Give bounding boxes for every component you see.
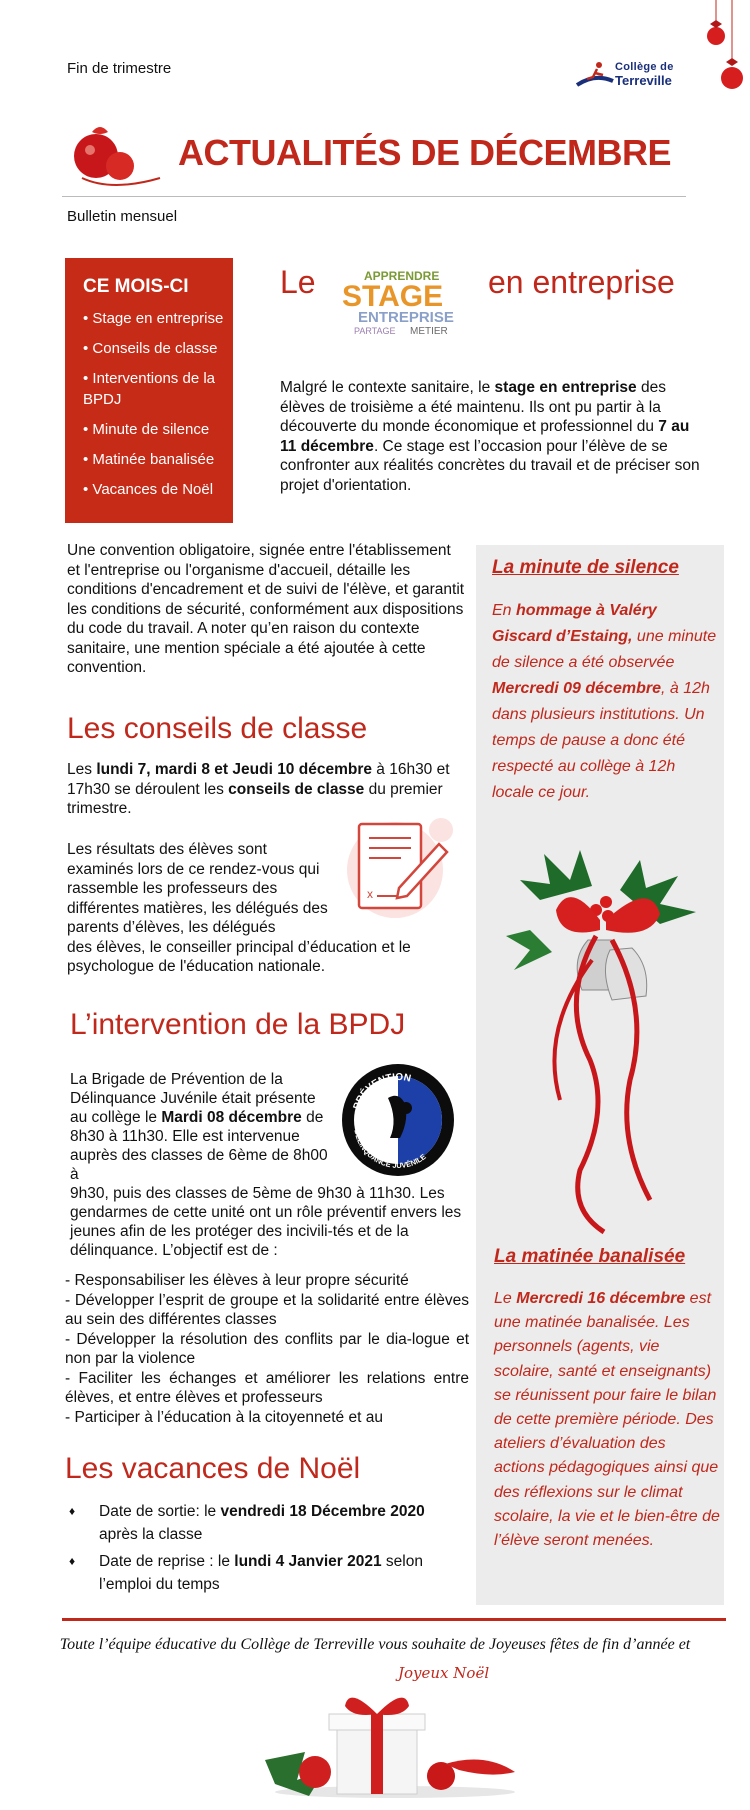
stage-paragraph (280, 378, 700, 495)
badge-text-top: PRÉVENTION (351, 1071, 412, 1112)
matinee-heading: La matinée banalisée (494, 1246, 686, 1267)
text-run: Date de sortie: le (99, 1503, 221, 1520)
list-item (67, 1550, 467, 1596)
christmas-bells-icon (500, 840, 710, 1240)
text-run: Date de reprise : le (99, 1553, 235, 1570)
list-item: - Responsabiliser les élèves à leur propre sécurité (65, 1272, 409, 1289)
logo-line-1: Collège de (615, 61, 674, 73)
list-item: - Participer à l’éducation à la citoyenneté et au (65, 1408, 383, 1426)
text-run: est une matinée banalisée. Les personnels (agents, vie scolaire, santé et enseignants) se réunissent pour faire le bilan de cette première période. Des ateliers d’évaluation des actions pédagogiques ainsi que des réflexions sur le climat scolaire, la vie et le bien-être de l’élève seront menées. (494, 1290, 720, 1550)
text-run: 9h30, puis des classes de 5ème de 9h30 à 11h30. Les gendarmes de cette unité ont un rôle préventif envers les jeunes afin de les protéger des incivili-tés et de la délinquance. L’objectif est de : (70, 1185, 462, 1259)
joyeux-noel-label: Joyeux Noël (398, 1664, 490, 1682)
text-run: des élèves de troisième a été maintenu. Ils ont pu partir à la découverte du monde économique et professionnel du (280, 379, 666, 435)
text-run: Les résultats des élèves sont examinés lors de ce rendez-vous qui rassemble les professeurs des différentes matières, les délégués des parents d’élèves, les délégués (67, 841, 328, 936)
college-logo (575, 55, 705, 95)
christmas-ball-icon (62, 120, 162, 190)
text-run: une minute de silence a été observée (492, 628, 717, 671)
text-bold: lundi 7, mardi 8 et Jeudi 10 décembre (96, 761, 372, 778)
text-bold: stage en entreprise (494, 379, 637, 396)
stage-word-cloud (328, 258, 478, 338)
silence-heading: La minute de silence (492, 557, 679, 578)
convention-paragraph: Une convention obligatoire, signée entre l'établissement et l'entreprise ou l'organisme d'accueil, détaille les conditions d'encadrement et de suivi de l'élève, et garantit les conditions de sécurité, conformément aux dispositions du code du travail. A noter qu’en raison du contexte sanitaire, une mention spéciale a été ajoutée à cette convention. (67, 542, 465, 676)
stage-heading-right: en entreprise (488, 264, 675, 300)
text-run: après la classe (99, 1526, 203, 1543)
logo-line-2: Terreville (615, 73, 672, 88)
text-run: Le (494, 1290, 517, 1307)
sidebar-item-matinee: • Matinée banalisée (83, 449, 233, 470)
page-subtitle: Bulletin mensuel (67, 208, 178, 225)
sidebar-item-stage: • Stage en entreprise (83, 308, 233, 329)
list-item: - Développer la résolution des conflits par le dia-logue et non par la violence (65, 1330, 469, 1367)
matinee-paragraph (494, 1287, 720, 1553)
text-run: du premier trimestre. (67, 780, 443, 817)
stage-heading (280, 258, 700, 338)
text-bold: Mercredi 16 décembre (516, 1290, 686, 1307)
text-run: . Ce stage est l’occasion pour l’élève de se confronter aux réalités concrètes du travail et de préciser son projet d'orientation. (280, 437, 700, 494)
sidebar-item-bpdj: • Interventions de la BPDJ (83, 368, 233, 410)
bpdj-heading: L’intervention de la BPDJ (70, 1008, 406, 1041)
hanging-ornaments-icon (704, 0, 744, 92)
cloud-word-entreprise: ENTREPRISE (358, 309, 454, 326)
stage-heading-left: Le (280, 264, 316, 300)
runner-logo-icon (575, 59, 615, 91)
badge-text-bottom: DÉLINQUANCE JUVÉNILE (352, 1128, 428, 1171)
noel-dates-list (67, 1500, 467, 1600)
silence-paragraph (492, 598, 718, 806)
gift-box-icon (245, 1660, 545, 1800)
footer-message: Toute l’équipe éducative du Collège de Terreville vous souhaite de Joyeuses fêtes de fin d’année et (59, 1636, 691, 1653)
svg-text:x: x (367, 887, 373, 901)
page-title: ACTUALITÉS DE DÉCEMBRE (178, 132, 672, 173)
text-run: des élèves, le conseiller principal d’éducation et le psychologue de l'éducation nationale. (67, 938, 411, 975)
text-bold: Mardi 08 décembre (161, 1109, 302, 1126)
list-item (67, 1500, 467, 1546)
sidebar-item-conseils: • Conseils de classe (83, 338, 233, 359)
list-item: - Développer l’esprit de groupe et la solidarité entre élèves au sein des différentes classes (65, 1291, 469, 1328)
text-bold: lundi 4 Janvier 2021 (234, 1553, 382, 1570)
bpdj-objectives-list (65, 1271, 469, 1427)
list-item: - Faciliter les échanges et améliorer les relations entre élèves, et entre élèves et professeurs (65, 1369, 469, 1406)
top-label: Fin de trimestre (67, 60, 172, 77)
text-bold: conseils de classe (228, 780, 365, 798)
conseils-paragraph-2 (67, 840, 469, 977)
diamond-bullet-icon: ♦ (69, 1554, 76, 1568)
diamond-bullet-icon: ♦ (69, 1504, 76, 1518)
text-run: En (492, 602, 517, 619)
bpdj-paragraph (70, 1070, 472, 1260)
cloud-word-partage: PARTAGE (354, 326, 396, 336)
text-bold: vendredi 18 Décembre 2020 (220, 1503, 425, 1520)
sidebar-heading: CE MOIS-CI (83, 276, 189, 297)
text-run: selon l’emploi du temps (99, 1553, 423, 1593)
sidebar-list (83, 308, 233, 500)
conseils-heading: Les conseils de classe (67, 712, 368, 745)
text-run: Malgré le contexte sanitaire, le (280, 379, 495, 396)
title-divider (62, 196, 686, 197)
text-bold: 7 au 11 décembre (280, 418, 690, 455)
cloud-word-stage: STAGE (342, 280, 444, 313)
text-bold: Mercredi 09 décembre (492, 680, 661, 697)
contents-sidebar (65, 258, 233, 523)
text-run: à 16h30 et 17h30 se déroulent les (67, 761, 450, 798)
noel-heading: Les vacances de Noël (65, 1452, 361, 1485)
text-bold: hommage à Valéry Giscard d’Estaing, (492, 602, 657, 645)
text-run: , à 12h dans plusieurs institutions. Un temps de pause a donc été respecté au collège à 12h locale ce jour. (492, 680, 710, 801)
text-run: La Brigade de Prévention de la Délinquance Juvénile était présente au collège le (70, 1071, 316, 1126)
sidebar-item-silence: • Minute de silence (83, 419, 233, 440)
cloud-word-apprendre: APPRENDRE (364, 269, 440, 283)
bpdj-paragraph-wrap (70, 1070, 336, 1184)
footer-divider (62, 1618, 726, 1621)
sidebar-item-vacances: • Vacances de Noël (83, 479, 233, 500)
text-run: Les (67, 761, 97, 778)
text-run: de 8h30 à 11h30. Elle est intervenue auprès des classes de 6ème de 8h00 à (70, 1109, 328, 1183)
cloud-word-metier: METIER (410, 326, 448, 337)
